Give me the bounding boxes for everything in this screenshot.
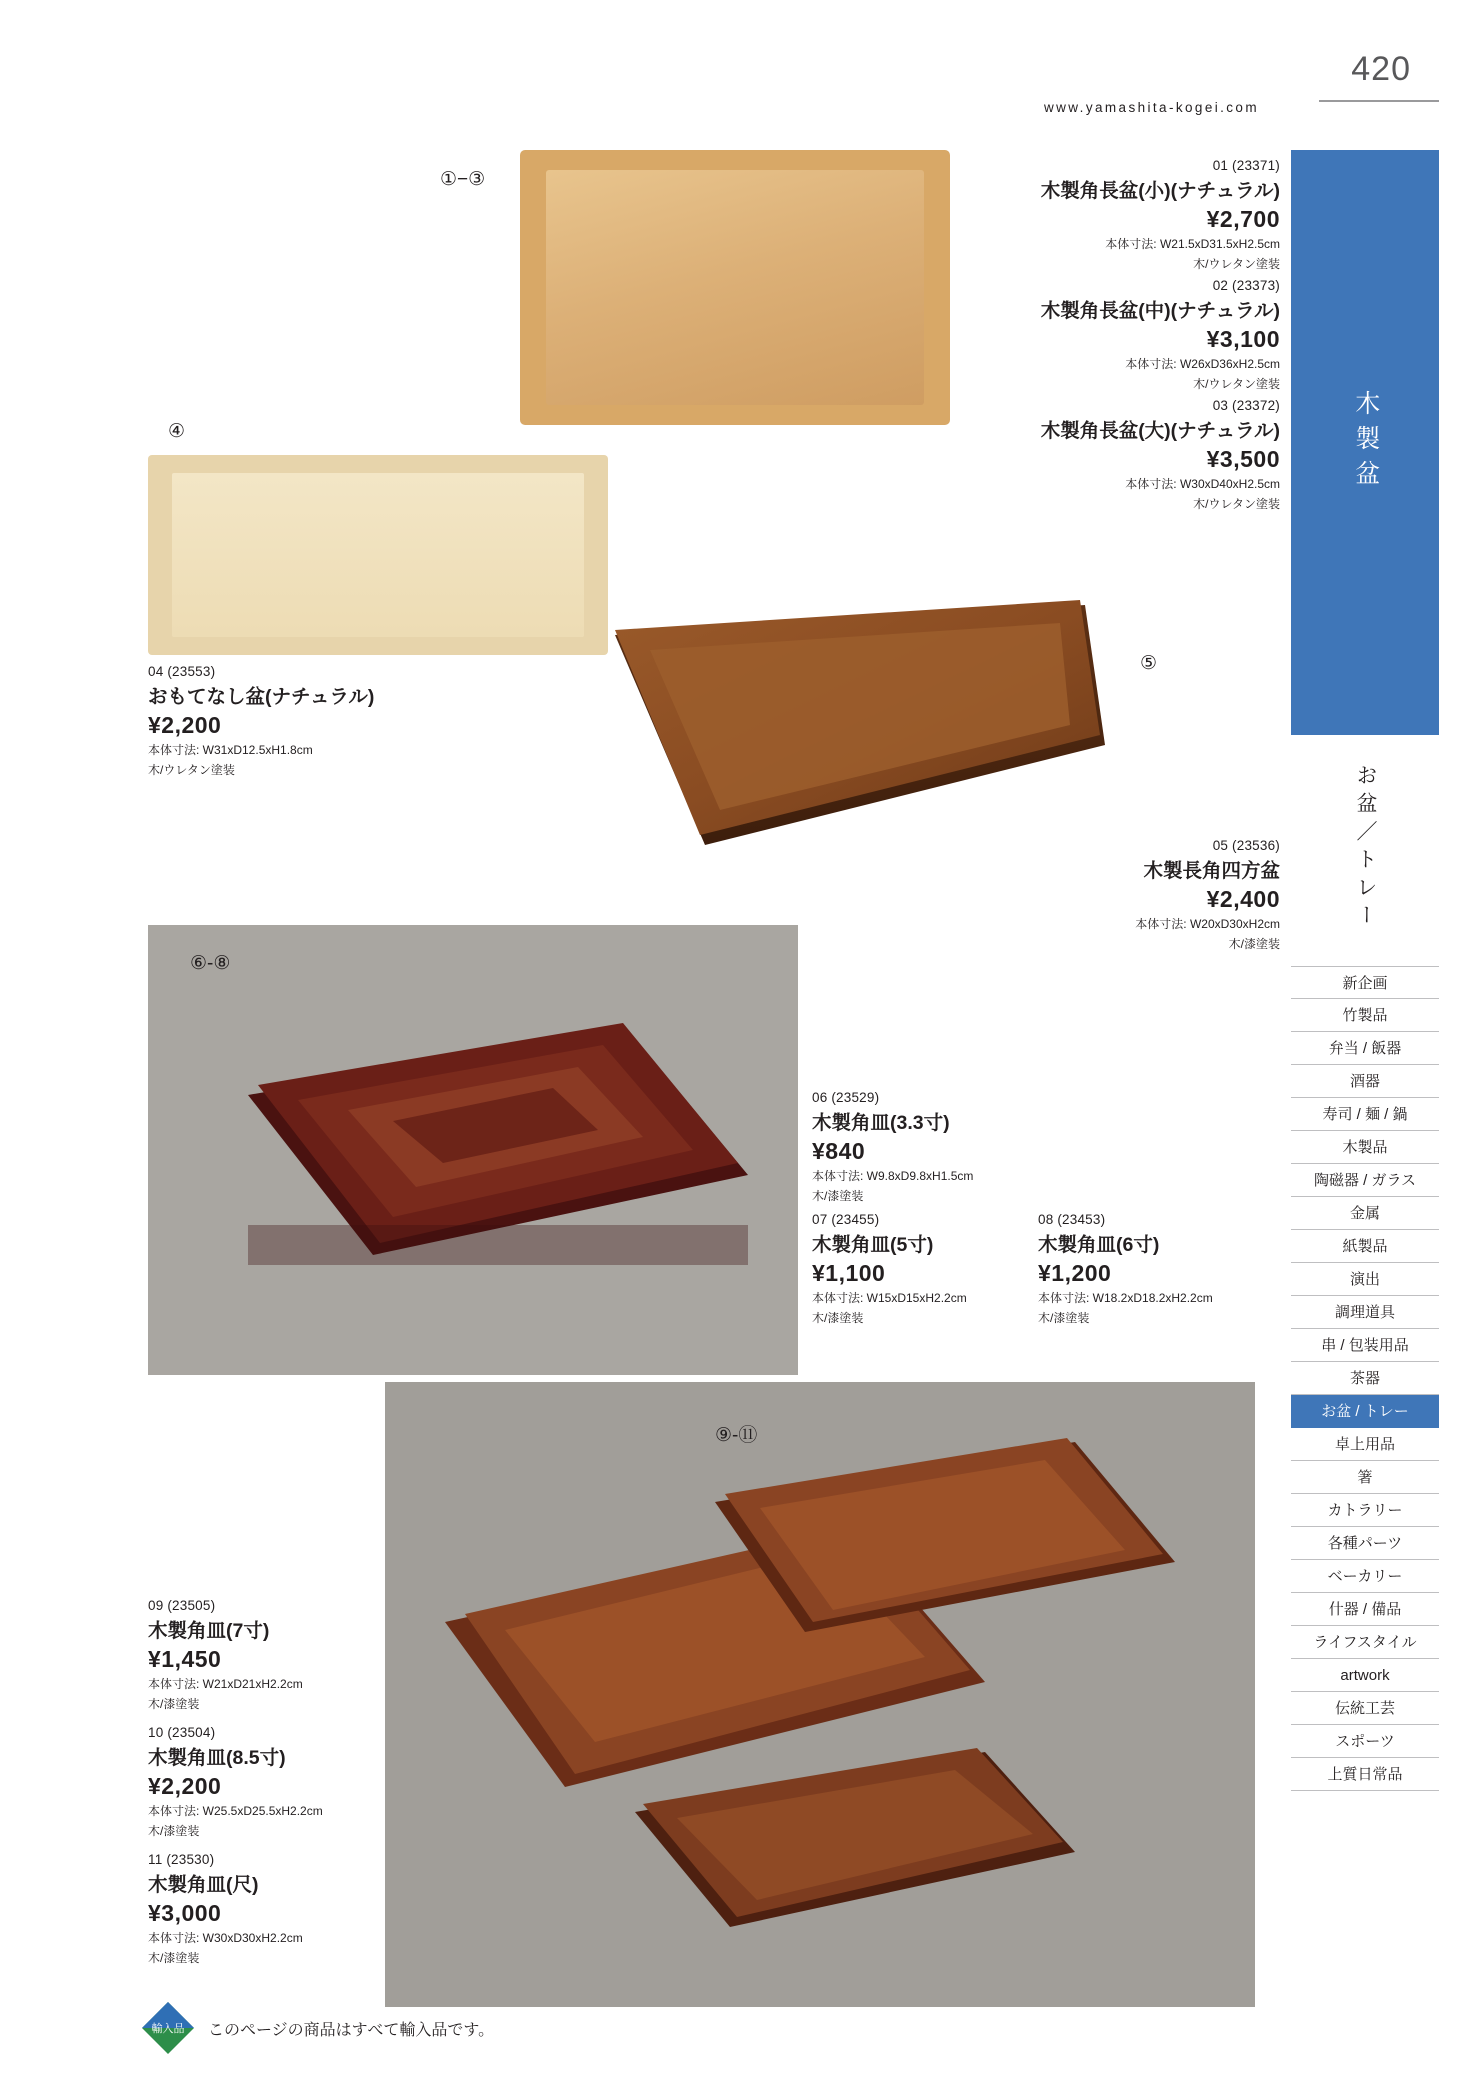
- marker-5: ⑤: [1140, 653, 1158, 674]
- plates-9-11-illustration: [385, 1382, 1255, 2007]
- rail-item[interactable]: 伝統工芸: [1291, 1692, 1439, 1725]
- rail-item[interactable]: 箸: [1291, 1461, 1439, 1494]
- product-material: 木/ウレタン塗装: [1193, 497, 1280, 512]
- product-size: 本体寸法: W21xD21xH2.2cm: [148, 1677, 303, 1691]
- product-block-01: [1000, 158, 1280, 274]
- product-code: 08 (23453): [1038, 1212, 1106, 1227]
- import-note: [140, 2000, 494, 2056]
- rail-item[interactable]: 卓上用品: [1291, 1428, 1439, 1461]
- product-material: 木/漆塗装: [148, 1951, 200, 1966]
- rail-item[interactable]: 調理道具: [1291, 1296, 1439, 1329]
- product-block-04: [148, 664, 468, 780]
- product-material: 木/ウレタン塗装: [148, 763, 235, 778]
- product-block-10: [148, 1725, 398, 1841]
- product-price: ¥840: [812, 1138, 866, 1164]
- rail-item[interactable]: 木製品: [1291, 1131, 1439, 1164]
- product-code: 06 (23529): [812, 1090, 880, 1105]
- svg-text:輸入品: 輸入品: [151, 2023, 185, 2035]
- product-size: 本体寸法: W9.8xD9.8xH1.5cm: [812, 1169, 974, 1183]
- import-note-text: このページの商品はすべて輸入品です。: [208, 2021, 495, 2039]
- rail-item[interactable]: 紙製品: [1291, 1230, 1439, 1263]
- product-block-09: [148, 1598, 398, 1714]
- tray-5-illustration: [565, 595, 1105, 855]
- rail-item[interactable]: artwork: [1291, 1659, 1439, 1692]
- product-code: 05 (23536): [1212, 838, 1280, 853]
- rail-item[interactable]: スポーツ: [1291, 1725, 1439, 1758]
- category-rail: [1291, 150, 1439, 1791]
- product-photo-trays-1-3: [520, 150, 950, 425]
- product-block-03: [1000, 398, 1280, 514]
- product-block-06: [812, 1090, 1072, 1206]
- product-code: 10 (23504): [148, 1725, 216, 1740]
- product-material: 木/漆塗装: [812, 1311, 864, 1326]
- product-name: 木製角長盆(小)(ナチュラル): [1040, 180, 1280, 202]
- product-name: 木製角皿(3.3寸): [812, 1112, 950, 1134]
- product-size: 本体寸法: W18.2xD18.2xH2.2cm: [1038, 1291, 1213, 1305]
- product-block-02: [1000, 278, 1280, 394]
- product-name: おもてなし盆(ナチュラル): [148, 686, 375, 708]
- marker-6-8: ⑥-⑧: [190, 953, 231, 974]
- rail-item[interactable]: ライフスタイル: [1291, 1626, 1439, 1659]
- product-name: 木製角皿(8.5寸): [148, 1747, 286, 1769]
- product-block-05: [1000, 838, 1280, 954]
- product-material: 木/ウレタン塗装: [1193, 257, 1280, 272]
- rail-item[interactable]: 演出: [1291, 1263, 1439, 1296]
- rail-item-active[interactable]: お盆 / トレー: [1291, 1395, 1439, 1428]
- rail-item[interactable]: 各種パーツ: [1291, 1527, 1439, 1560]
- product-code: 03 (23372): [1212, 398, 1280, 413]
- rail-item[interactable]: ベーカリー: [1291, 1560, 1439, 1593]
- product-code: 11 (23530): [148, 1852, 215, 1867]
- rail-item[interactable]: 茶器: [1291, 1362, 1439, 1395]
- product-name: 木製角長盆(大)(ナチュラル): [1040, 420, 1280, 442]
- product-name: 木製長角四方盆: [1143, 860, 1280, 882]
- product-photo-tray-5: [565, 595, 1105, 855]
- product-code: 04 (23553): [148, 664, 216, 679]
- rail-item[interactable]: カトラリー: [1291, 1494, 1439, 1527]
- product-block-11: [148, 1852, 398, 1968]
- page-number: 420: [1351, 50, 1411, 88]
- product-material: 木/ウレタン塗装: [1193, 377, 1280, 392]
- marker-4: ④: [168, 421, 186, 442]
- website-url: www.yamashita-kogei.com: [1043, 100, 1259, 115]
- rail-category-banner: [1291, 150, 1439, 735]
- product-price: ¥3,100: [1206, 326, 1280, 352]
- product-photo-plates-9-11: [385, 1382, 1255, 2007]
- product-material: 木/漆塗装: [148, 1697, 200, 1712]
- product-price: ¥2,400: [1206, 886, 1280, 912]
- product-price: ¥2,200: [148, 1773, 222, 1799]
- product-size: 本体寸法: W30xD30xH2.2cm: [148, 1931, 303, 1945]
- rail-subcategory-banner: [1291, 735, 1439, 960]
- rail-category-label: 木製盆: [1351, 390, 1380, 495]
- rail-item[interactable]: 什器 / 備品: [1291, 1593, 1439, 1626]
- product-price: ¥2,200: [148, 712, 222, 738]
- tray-inner-surface: [546, 170, 924, 405]
- product-name: 木製角皿(7寸): [148, 1620, 270, 1642]
- rail-item[interactable]: 新企画: [1291, 966, 1439, 999]
- rail-nav-list: [1291, 966, 1439, 1791]
- product-name: 木製角皿(6寸): [1038, 1234, 1160, 1256]
- product-material: 木/漆塗装: [1038, 1311, 1090, 1326]
- rail-item[interactable]: 酒器: [1291, 1065, 1439, 1098]
- product-photo-plates-6-8: [148, 925, 798, 1375]
- product-size: 本体寸法: W31xD12.5xH1.8cm: [148, 743, 313, 757]
- rail-item[interactable]: 弁当 / 飯器: [1291, 1032, 1439, 1065]
- product-code: 01 (23371): [1212, 158, 1280, 173]
- product-code: 09 (23505): [148, 1598, 216, 1613]
- plates-6-8-illustration: [148, 925, 798, 1375]
- rail-item[interactable]: 竹製品: [1291, 999, 1439, 1032]
- page-number-rule: [1319, 100, 1439, 102]
- product-material: 木/漆塗装: [148, 1824, 200, 1839]
- product-price: ¥1,450: [148, 1646, 222, 1672]
- product-price: ¥3,500: [1206, 446, 1280, 472]
- marker-1-3: ①−③: [440, 169, 486, 190]
- product-material: 木/漆塗装: [1228, 937, 1280, 952]
- product-price: ¥1,100: [812, 1260, 886, 1286]
- product-price: ¥2,700: [1206, 206, 1280, 232]
- product-size: 本体寸法: W15xD15xH2.2cm: [812, 1291, 967, 1305]
- product-size: 本体寸法: W26xD36xH2.5cm: [1125, 357, 1280, 371]
- rail-item[interactable]: 金属: [1291, 1197, 1439, 1230]
- rail-item[interactable]: 上質日常品: [1291, 1758, 1439, 1791]
- rail-subcategory-label: お盆／トレー: [1354, 763, 1377, 932]
- product-price: ¥3,000: [148, 1900, 222, 1926]
- tray-inner-surface-4: [172, 473, 584, 637]
- product-code: 07 (23455): [812, 1212, 880, 1227]
- product-size: 本体寸法: W30xD40xH2.5cm: [1125, 477, 1280, 491]
- product-name: 木製角皿(尺): [148, 1874, 259, 1896]
- import-badge-icon: [140, 2000, 196, 2056]
- product-material: 木/漆塗装: [812, 1189, 864, 1204]
- product-size: 本体寸法: W21.5xD31.5xH2.5cm: [1105, 237, 1280, 251]
- product-size: 本体寸法: W20xD30xH2cm: [1135, 917, 1280, 931]
- rail-item[interactable]: 陶磁器 / ガラス: [1291, 1164, 1439, 1197]
- product-photo-tray-4: [148, 455, 608, 655]
- product-size: 本体寸法: W25.5xD25.5xH2.2cm: [148, 1804, 323, 1818]
- product-name: 木製角長盆(中)(ナチュラル): [1040, 300, 1280, 322]
- rail-item[interactable]: 串 / 包装用品: [1291, 1329, 1439, 1362]
- product-name: 木製角皿(5寸): [812, 1234, 934, 1256]
- product-block-07: [812, 1212, 1032, 1328]
- rail-item[interactable]: 寿司 / 麺 / 鍋: [1291, 1098, 1439, 1131]
- product-code: 02 (23373): [1212, 278, 1280, 293]
- product-price: ¥1,200: [1038, 1260, 1112, 1286]
- product-block-08: [1038, 1212, 1288, 1328]
- marker-9-11: ⑨-⑪: [715, 1425, 758, 1446]
